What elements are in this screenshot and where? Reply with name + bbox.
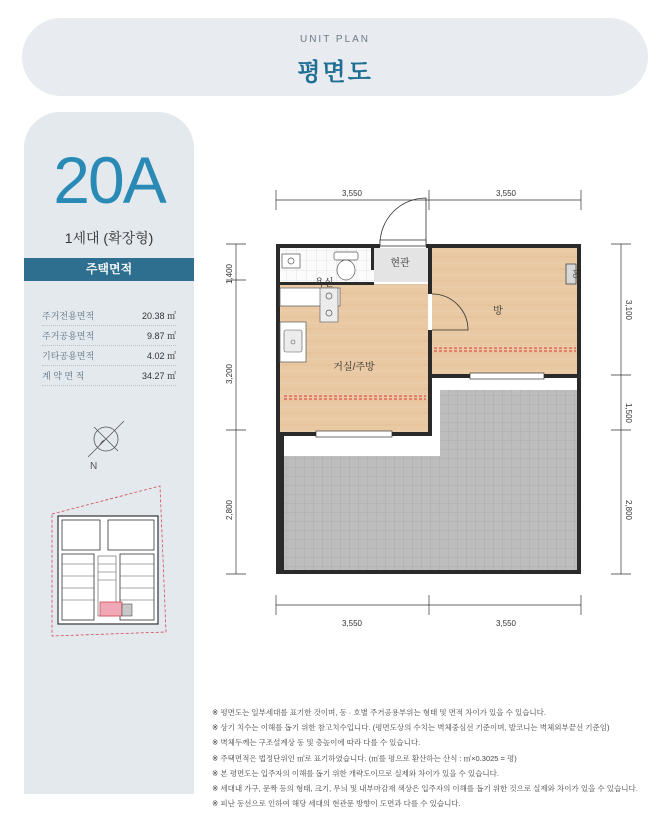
area-value: 34.27 ㎡	[141, 371, 176, 381]
area-label: 주거전용면적	[42, 311, 95, 321]
area-label: 주거공용면적	[42, 331, 95, 341]
dim-right-3: 2,800	[624, 499, 633, 521]
room-label: 방	[493, 306, 503, 317]
floor-plan	[196, 170, 636, 640]
note-line: ※ 상기 치수는 이해를 돕기 위한 참고치수입니다. (평면도상의 수치는 벽체중심선 기준이며, 발코니는 벽체외부끝선 기준임)	[212, 723, 610, 733]
highlighted-unit-marker	[100, 602, 122, 616]
header-subtitle: UNIT PLAN	[299, 34, 371, 45]
area-row	[42, 366, 176, 386]
area-value: 4.02 ㎡	[146, 351, 176, 361]
pd-label: PD	[571, 269, 577, 279]
area-row	[42, 326, 176, 346]
dim-left-2: 3,200	[225, 363, 234, 385]
compass-north-label: N	[90, 461, 98, 472]
area-value: 9.87 ㎡	[146, 331, 176, 341]
dim-bottom-right: 3,550	[495, 619, 517, 628]
page-title: 평면도	[297, 59, 373, 86]
household-count: 1세대 (확장형)	[64, 230, 154, 246]
notes	[212, 705, 652, 811]
dim-left-1: 1,400	[225, 263, 234, 285]
dim-right-1: 3,100	[624, 299, 633, 321]
living-kitchen-label: 거실/주방	[333, 362, 375, 373]
balcony-floor-right	[440, 390, 578, 460]
balcony-floor-left	[284, 456, 578, 572]
dim-left-3: 2,800	[225, 499, 234, 521]
entrance-label: 현관	[390, 258, 410, 269]
note-line: ※ 벽체두께는 구조설계상 동 및 층높이에 따라 다를 수 있습니다.	[212, 738, 421, 748]
note-line: ※ 평면도는 일부세대를 표기한 것이며, 동 · 호별 주거공용부위는 형태 및 면적 차이가 있을 수 있습니다.	[212, 708, 547, 717]
bathroom-label: 욕실	[314, 278, 334, 289]
dim-right-2: 1,500	[624, 402, 633, 424]
area-row	[42, 306, 176, 326]
dim-bottom-left: 3,550	[341, 619, 363, 628]
note-line: ※ 주택면적은 법정단위인 ㎡로 표기하였습니다. (㎡를 평으로 환산하는 산식 : ㎡×0.3025 = 평)	[212, 753, 517, 763]
dim-top-right: 3,550	[495, 189, 517, 198]
area-table	[42, 306, 176, 386]
unit-type: 20A	[53, 143, 165, 217]
area-value: 20.38 ㎡	[141, 311, 176, 321]
compass-icon	[84, 417, 144, 477]
area-title: 주택면적	[24, 258, 194, 281]
unit-info-panel	[24, 112, 194, 794]
area-label: 기타공용면적	[42, 351, 95, 361]
bedroom-floor	[432, 248, 580, 376]
key-plan-map	[50, 484, 168, 644]
note-line: ※ 본 평면도는 입주자의 이해를 돕기 위한 개략도이므로 실제와 차이가 있을 수 있습니다.	[212, 768, 499, 778]
area-label: 계 약 면 적	[42, 371, 85, 381]
dim-top-left: 3,550	[341, 189, 363, 198]
page-header	[22, 18, 648, 96]
area-row	[42, 346, 176, 366]
entrance-door	[380, 198, 426, 246]
note-line: ※ 세대내 가구, 문짝 등의 형태, 크기, 무늬 및 내부마감재 색상은 입주자의 이해를 돕기 위한 것으로 실제와 차이가 있을 수 있습니다.	[212, 784, 638, 794]
note-line: ※ 피난 동선으로 인하여 해당 세대의 현관문 방향이 도면과 다를 수 있습니다.	[212, 799, 461, 809]
